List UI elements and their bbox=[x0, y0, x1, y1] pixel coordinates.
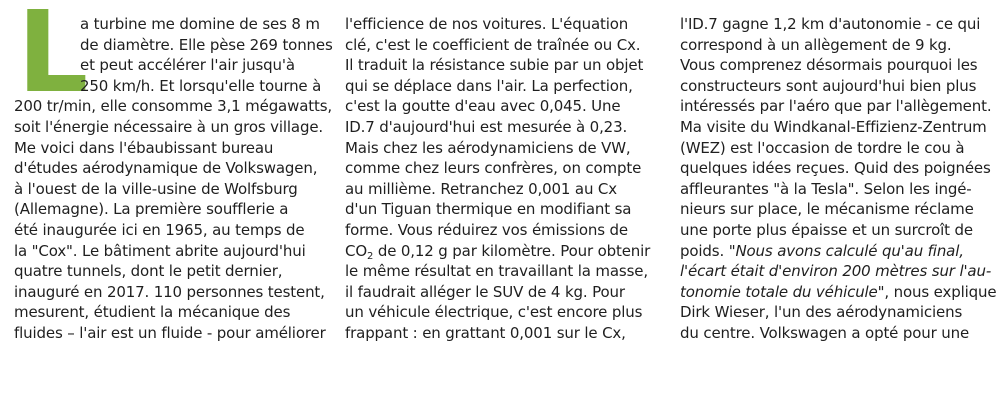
text-line: la "Cox". Le bâtiment abrite aujourd'hui bbox=[14, 241, 306, 260]
text-line: une porte plus épaisse et un surcroît de bbox=[680, 220, 973, 239]
text-line: c'est la goutte d'eau avec 0,045. Une bbox=[345, 97, 621, 116]
text-line: comme chez leurs confrères, on compte bbox=[345, 159, 642, 178]
text-line: l'efficience de nos voitures. L'équation bbox=[345, 15, 629, 33]
text-line bbox=[680, 282, 997, 303]
text-line: constructeurs sont aujourd'hui bien plus bbox=[680, 76, 977, 95]
text-line: de diamètre. Elle pèse 269 tonnes bbox=[80, 35, 333, 54]
text-line: inauguré en 2017. 110 personnes testent, bbox=[14, 282, 325, 301]
text-line: (Allemagne). La première soufflerie a bbox=[14, 200, 289, 219]
subscript: 2 bbox=[366, 250, 374, 262]
text-line: l'ID.7 gagne 1,2 km d'autonomie - ce qui bbox=[680, 15, 981, 33]
text-line: d'études aérodynamique de Volkswagen, bbox=[14, 159, 318, 178]
text-line: Me voici dans l'ébaubissant bureau bbox=[14, 138, 274, 157]
text-line: ID.7 d'aujourd'hui est mesurée à 0,23. bbox=[345, 117, 628, 136]
text-fragment: , nous explique bbox=[884, 282, 997, 301]
text-line: qui se déplace dans l'air. La perfection, bbox=[345, 76, 633, 95]
quote-fragment: "Nous avons calculé qu'au final, bbox=[728, 241, 964, 260]
drop-cap: L bbox=[17, 0, 89, 118]
text-line bbox=[680, 241, 992, 262]
text-line: 200 tr/min, elle consomme 3,1 mégawatts, bbox=[14, 97, 333, 116]
text-line: un véhicule électrique, c'est encore plus bbox=[345, 303, 643, 322]
article-column-2 bbox=[345, 14, 657, 344]
text-line: 250 km/h. Et lorsqu'elle tourne à bbox=[80, 76, 322, 95]
text-line: forme. Vous réduirez vos émissions de bbox=[345, 220, 628, 239]
text-line: fluides – l'air est un fluide - pour améliorer bbox=[14, 323, 326, 342]
text-line: quatre tunnels, dont le petit dernier, bbox=[14, 262, 283, 281]
text-line: le même résultat en travaillant la masse, bbox=[345, 262, 648, 281]
text-line: Ma visite du Windkanal-Effizienz-Zentrum bbox=[680, 117, 987, 136]
article-column-3 bbox=[680, 14, 997, 344]
quote-fragment: tonomie totale du véhicule" bbox=[680, 282, 885, 301]
quote-line: l'écart était d'environ 200 mètres sur l'au- bbox=[680, 262, 992, 281]
text-line: (WEZ) est l'occasion de tordre le cou à bbox=[680, 138, 965, 157]
article-column-1 bbox=[14, 0, 333, 344]
text-line: Dirk Wieser, l'un des aérodynamiciens bbox=[680, 303, 963, 322]
text-line: Vous comprenez désormais pourquoi les bbox=[680, 56, 978, 75]
text-line: frappant : en grattant 0,001 sur le Cx, bbox=[345, 323, 626, 342]
text-line: du centre. Volkswagen a opté pour une bbox=[680, 323, 970, 342]
text-line: correspond à un allègement de 9 kg. bbox=[680, 35, 952, 54]
text-line: et peut accélérer l'air jusqu'à bbox=[80, 56, 295, 75]
text-line: Mais chez les aérodynamiciens de VW, bbox=[345, 138, 631, 157]
text-line: quelques idées reçues. Quid des poignées bbox=[680, 159, 991, 178]
text-line: mesurent, étudient la mécanique des bbox=[14, 303, 291, 322]
text-line: d'un Tiguan thermique en modifiant sa bbox=[345, 200, 632, 219]
text-line: au millième. Retranchez 0,001 au Cx bbox=[345, 179, 617, 198]
text-line: intéressés par l'aéro que par l'allègement. bbox=[680, 97, 992, 116]
text-fragment: poids. bbox=[680, 241, 729, 260]
text-line: clé, c'est le coefficient de traînée ou Cx. bbox=[345, 35, 641, 54]
text-line: a turbine me domine de ses 8 m bbox=[80, 15, 320, 33]
text-line: soit l'énergie nécessaire à un gros village. bbox=[14, 117, 324, 136]
text-fragment: de 0,12 g par kilomètre. Pour obtenir bbox=[373, 241, 651, 260]
text-line: affleurantes "à la Tesla". Selon les ingé- bbox=[680, 179, 972, 198]
text-fragment: CO bbox=[345, 241, 367, 260]
text-line: Il traduit la résistance subie par un objet bbox=[345, 56, 644, 75]
text-line bbox=[345, 241, 657, 262]
text-line: été inaugurée ici en 1965, au temps de bbox=[14, 220, 305, 239]
text-line: nieurs sur place, le mécanisme réclame bbox=[680, 200, 974, 219]
text-line: il faudrait alléger le SUV de 4 kg. Pour bbox=[345, 282, 625, 301]
text-line: à l'ouest de la ville-usine de Wolfsburg bbox=[14, 179, 298, 198]
